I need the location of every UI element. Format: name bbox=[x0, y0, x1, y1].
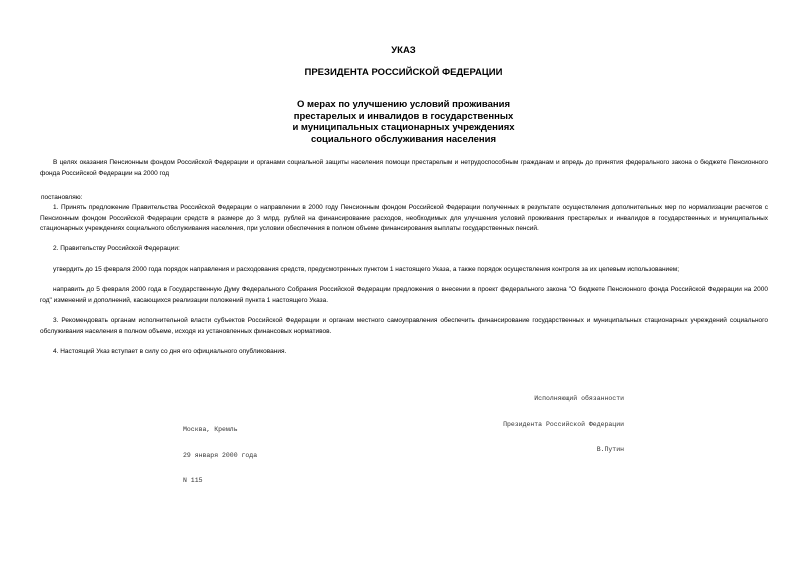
subject-line: и муниципальных стационарных учреждениях bbox=[292, 122, 515, 133]
item-3-paragraph: 3. Рекомендовать органам исполнительной власти субъектов Российской Федерации и органам местного самоуправления обеспечить финансирование государственных и муниципальных стационарных учреждений социального обслуживания населения в полном объеме, исходя из установленных финансовых нормативов. bbox=[40, 317, 768, 335]
place-date-block bbox=[183, 409, 257, 494]
subject-line: социального обслуживания населения bbox=[310, 133, 497, 145]
preamble-paragraph: В целях оказания Пенсионным фондом Российской Федерации и органами социальной защиты населения помощи престарелым и нетрудоспособным гражданам и впредь до принятия федерального закона о бюджете Пенсионного фонда Российской Федерации на 2000 год bbox=[40, 159, 768, 177]
signature-title: Исполняющий обязанности bbox=[534, 395, 624, 402]
issuer-heading: ПРЕЗИДЕНТА РОССИЙСКОЙ ФЕДЕРАЦИИ bbox=[304, 67, 503, 78]
item-1-paragraph: 1. Принять предложение Правительства Российской Федерации о направлении в 2000 году Пенсионным фондом Российской Федерации полученных в результате осуществления дополнительных мер по нормализации расчетов с Пенсионным фондом Российской Федерации средств в размере до 3 млрд. рублей на финансирование расходов, необходимых для улучшения условий проживания престарелых и инвалидов в государственных и муниципальных стационарных учреждениях социального обслуживания населения, при условии обеспечения в полном объеме финансирования выплаты государственных пенсий. bbox=[40, 204, 768, 232]
decree-heading: УКАЗ bbox=[391, 45, 416, 56]
subject-line: О мерах по улучшению условий проживания bbox=[296, 99, 511, 110]
decree-number: N 115 bbox=[183, 477, 203, 484]
signing-date: 29 января 2000 года bbox=[183, 451, 258, 459]
item-4-paragraph: 4. Настоящий Указ вступает в силу со дня его официального опубликования. bbox=[53, 348, 287, 355]
item-2b-paragraph: направить до 5 февраля 2000 года в Государственную Думу Федерального Собрания Российской Федерации предложения о внесении в проект федерального закона "О бюджете Пенсионного фонда Российской Федерации на 2000 год" изменений и дополнений, касающихся реализации положений пункта 1 настоящего Указа. bbox=[40, 286, 768, 304]
resolve-paragraph: постановляю: bbox=[41, 194, 83, 201]
signature-block bbox=[460, 378, 624, 463]
item-2a-paragraph: утвердить до 15 февраля 2000 года порядок направления и расходования средств, предусмотренных пунктом 1 настоящего Указа, а также порядок осуществления контроля за их целевым использованием; bbox=[53, 266, 680, 273]
item-2-paragraph: 2. Правительству Российской Федерации: bbox=[53, 245, 180, 252]
decree-subject bbox=[0, 99, 807, 145]
subject-line: престарелых и инвалидов в государственных bbox=[293, 110, 514, 122]
signing-place: Москва, Кремль bbox=[183, 426, 238, 433]
signature-name: В.Путин bbox=[596, 446, 624, 453]
signature-office: Президента Российской Федерации bbox=[503, 420, 624, 428]
